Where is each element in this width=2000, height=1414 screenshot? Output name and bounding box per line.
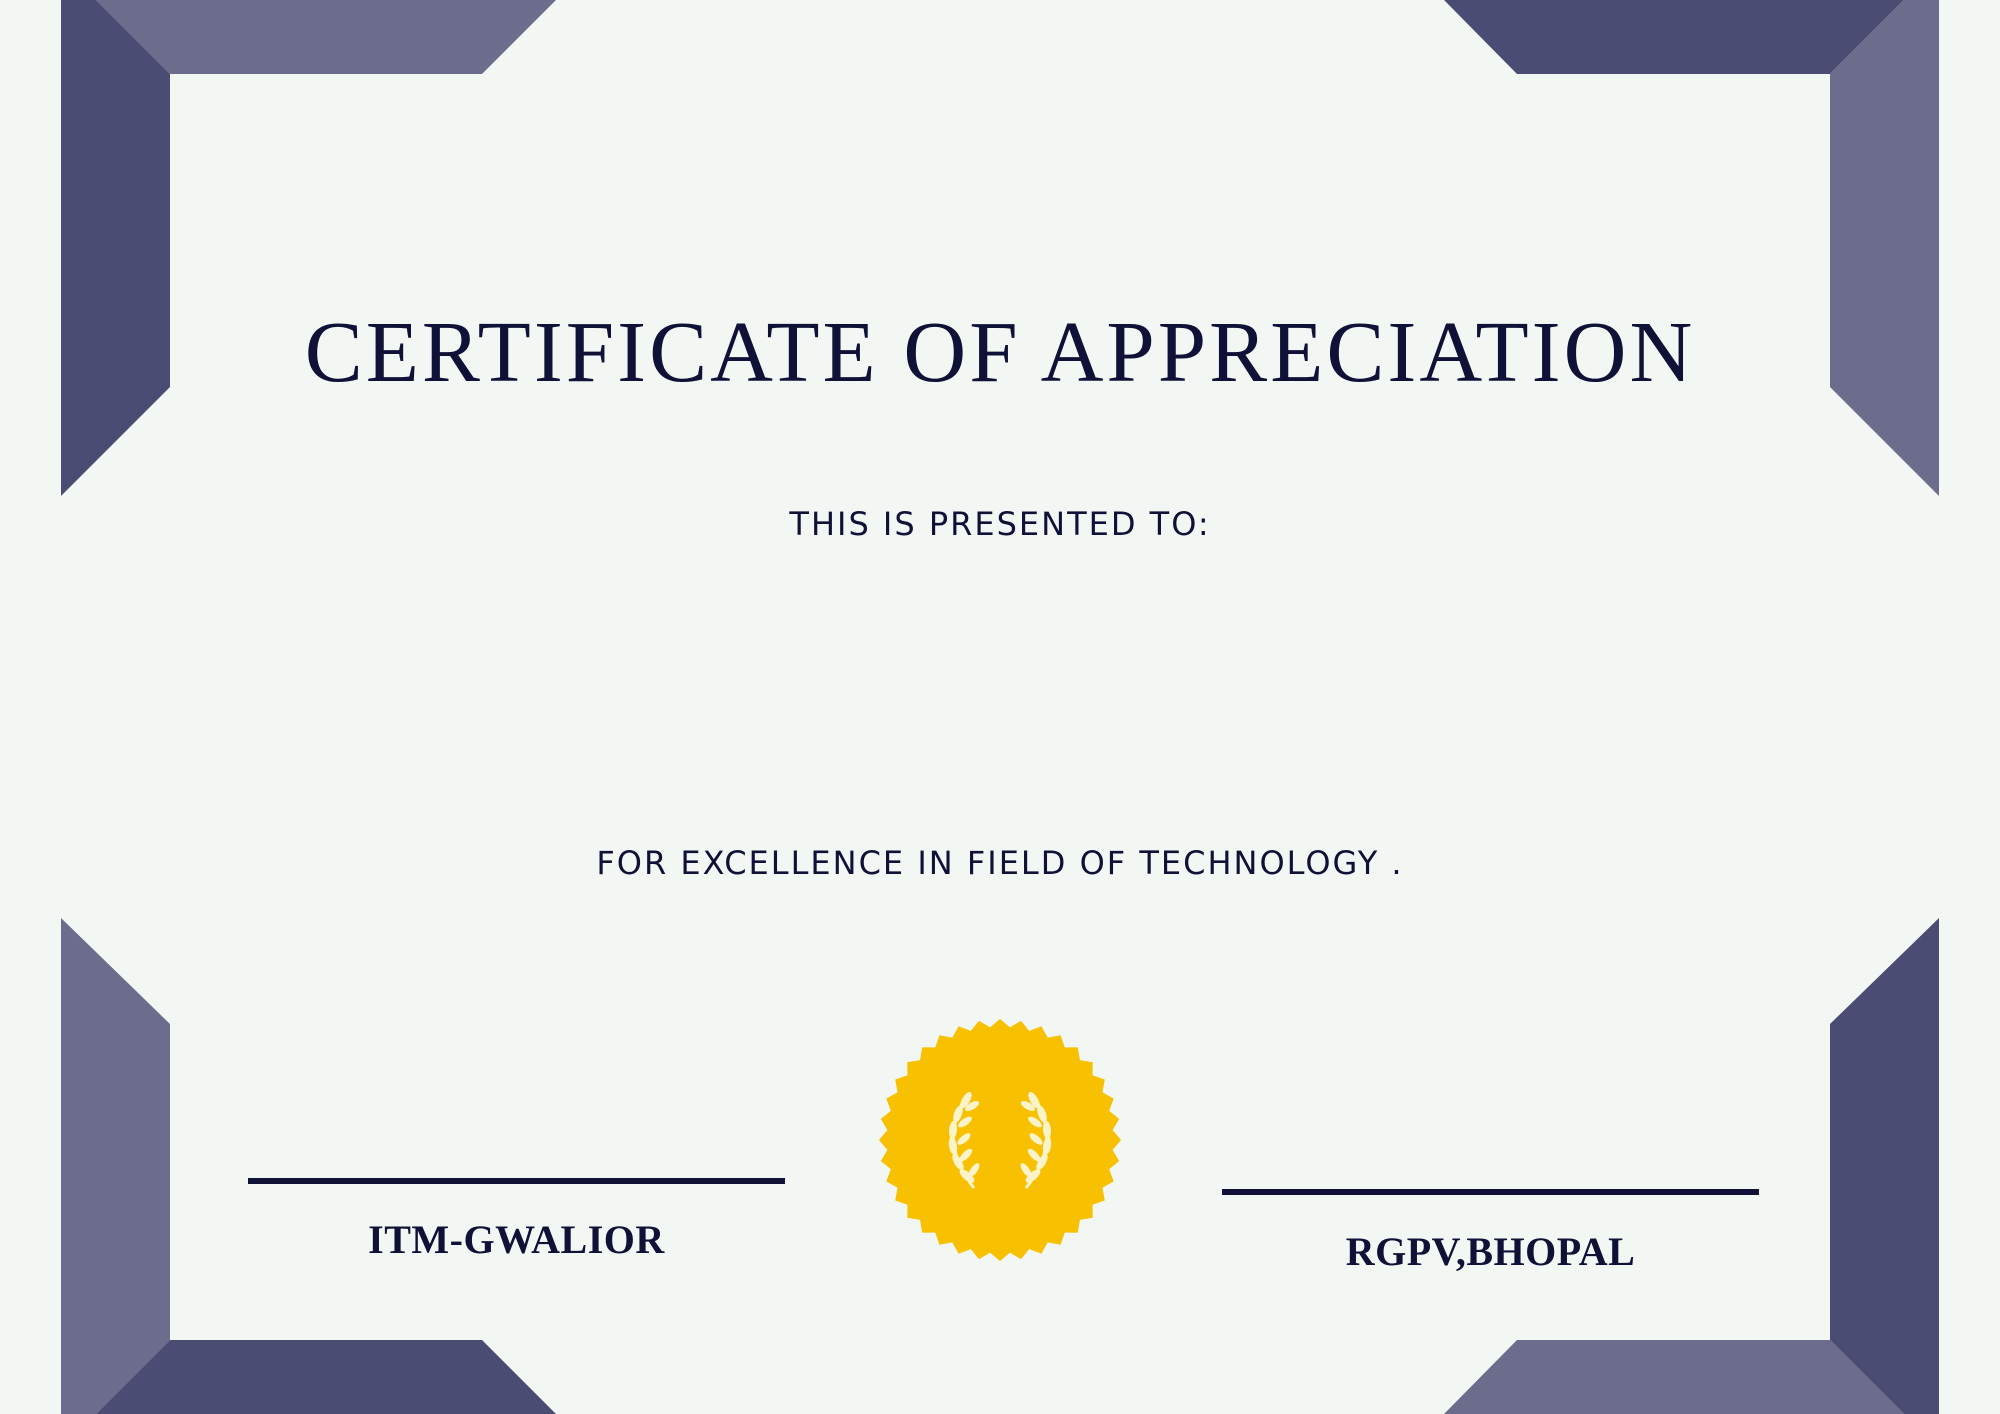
border-top-left-vertical [61, 0, 170, 496]
award-reason: FOR EXCELLENCE IN FIELD OF TECHNOLOGY . [596, 844, 1404, 882]
seal-starburst [879, 1019, 1121, 1261]
presented-to-label: THIS IS PRESENTED TO: [789, 505, 1211, 543]
border-bottom-right-vertical [1830, 918, 1939, 1414]
gold-seal-badge [878, 1018, 1122, 1262]
left-signature-line [248, 1178, 785, 1184]
left-signatory-label: ITM-GWALIOR [368, 1217, 665, 1262]
right-signatory-label: RGPV,BHOPAL [1345, 1229, 1636, 1274]
border-top-left-horizontal [96, 0, 556, 74]
right-signature-line [1222, 1189, 1759, 1195]
border-top-right-vertical [1830, 0, 1939, 496]
border-bottom-left-vertical [61, 918, 170, 1414]
border-top-right-horizontal [1444, 0, 1904, 74]
border-bottom-right-horizontal [1444, 1340, 1904, 1414]
border-bottom-left-horizontal [96, 1340, 556, 1414]
certificate-title: CERTIFICATE OF APPRECIATION [304, 303, 1696, 400]
